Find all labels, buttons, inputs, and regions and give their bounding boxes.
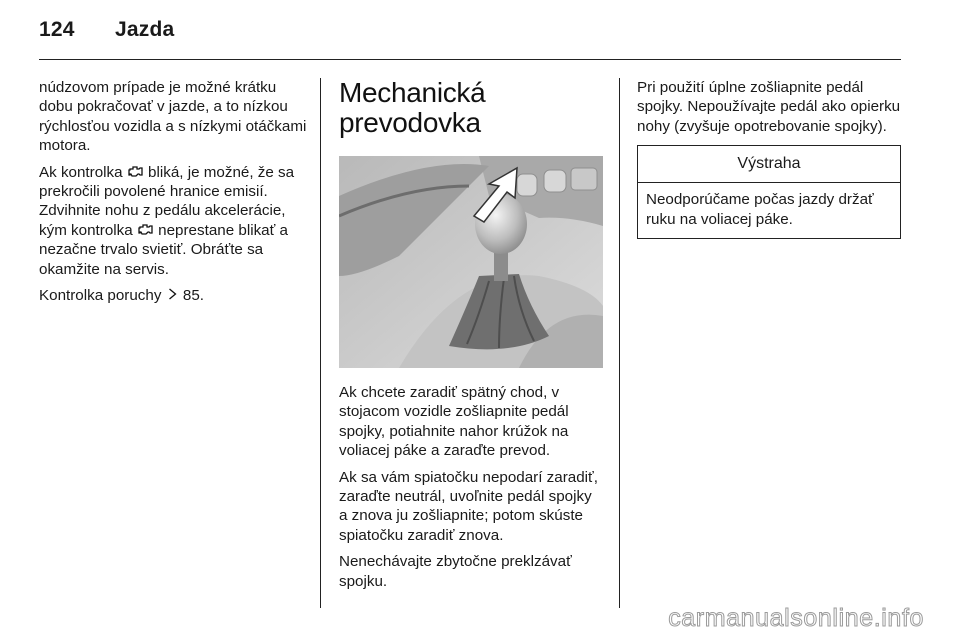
- column-2: [339, 78, 603, 598]
- paragraph: Ak sa vám spiatočku nepodarí zaradiť, zaraďte neutrál, uvoľnite pedál spojky a znova ju zošliapnite; potom skúste spiatočku zaradiť znova.: [339, 468, 598, 544]
- engine-warning-icon: [138, 223, 153, 238]
- warning-title: Výstraha: [638, 146, 900, 183]
- section-heading: Mechanická prevodovka: [339, 77, 486, 138]
- warning-body: Neodporúčame počas jazdy držať ruku na voliacej páke.: [646, 191, 874, 228]
- column-divider-1: [320, 78, 321, 608]
- paragraph: Nenechávajte zbytočne preklzávať spojku.: [339, 553, 572, 590]
- gear-lever-illustration: [339, 156, 603, 368]
- paragraph: [39, 163, 311, 279]
- warning-box: [637, 145, 901, 239]
- paragraph: [39, 286, 311, 306]
- text-fragment: Kontrolka poruchy: [39, 287, 162, 305]
- column-3: [637, 78, 901, 239]
- paragraph: Ak chcete zaradiť spätný chod, v stojacom vozidle zošliapnite pedál spojky, potiahnite nahor krúžok na voliacej páke a zaraďte prevod.: [339, 384, 569, 460]
- page-number: 124: [39, 18, 75, 41]
- engine-warning-icon: [128, 165, 143, 180]
- section-title: Jazda: [115, 18, 175, 41]
- column-1: [39, 78, 311, 313]
- paragraph: núdzovom prípade je možné krátku dobu pokračovať v jazde, a to nízkou rýchlosťou vozidla a s nízkymi otáčkami motora.: [39, 79, 307, 155]
- text-fragment: neprestane blikať a nezačne trvalo svietiť. Obráťte sa okamžite na servis.: [39, 221, 288, 278]
- paragraph: Pri použití úplne zošliapnite pedál spojky. Nepoužívajte pedál ako opierku nohy (zvyšuje opotrebovanie spojky).: [637, 79, 901, 135]
- column-divider-2: [619, 78, 620, 608]
- page-header: [39, 18, 174, 42]
- page-ref-arrow-icon[interactable]: [168, 287, 177, 306]
- body-text: [339, 383, 603, 591]
- text-fragment: Ak kontrolka: [39, 163, 123, 181]
- page-ref-link[interactable]: 85.: [182, 287, 205, 305]
- header-divider: [39, 59, 901, 60]
- watermark: carmanualsonline.info: [668, 604, 924, 632]
- text-fragment: bliká, je možné, že sa prekročili povolené hranice emisií. Zdvihnite nohu z pedálu akcelerácie, kým kontrolka: [39, 163, 295, 239]
